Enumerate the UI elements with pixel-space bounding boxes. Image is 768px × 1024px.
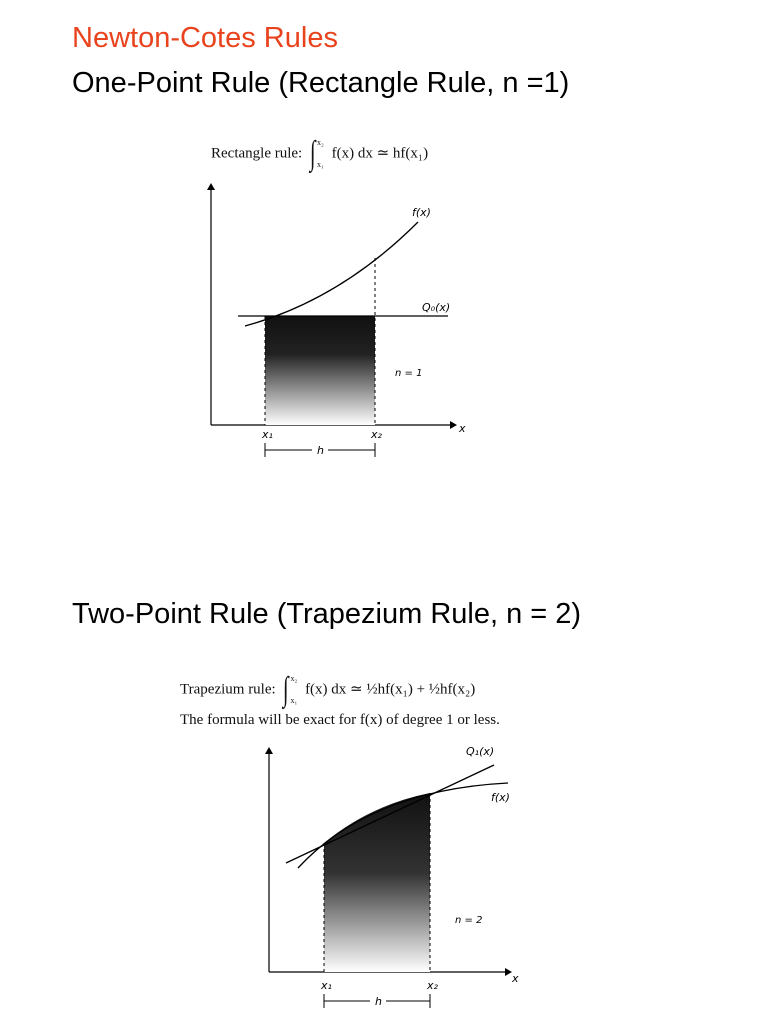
x-axis-label: x — [459, 422, 466, 435]
upper-limit: x₂ — [290, 674, 298, 683]
q1-label: Q₁(x) — [466, 745, 495, 758]
integral-limits — [291, 668, 298, 712]
section2-heading: Two-Point Rule (Trapezium Rule, n = 2) — [72, 598, 582, 630]
n-label: n = 1 — [395, 368, 423, 379]
x2-label: x₂ — [371, 428, 382, 441]
h-label: h — [375, 995, 382, 1008]
f-curve-label: f(x) — [491, 791, 510, 804]
lower-limit: x₁ — [317, 160, 324, 169]
section1-heading: One-Point Rule (Rectangle Rule, n =1) — [72, 67, 570, 99]
q0-label: Q₀(x) — [422, 301, 451, 314]
integral-sign-icon: ∫ — [309, 135, 316, 172]
formula-body: f(x) dx ≃ ½hf(x₁) + ½hf(x₂) — [305, 681, 476, 698]
x-axis-arrow-icon — [505, 968, 512, 976]
shaded-rectangle — [265, 316, 375, 425]
y-axis-arrow-icon — [207, 183, 215, 190]
n-label: n = 2 — [455, 915, 483, 926]
trapezium-rule-formula — [180, 668, 475, 712]
integral-sign-icon: ∫ — [283, 671, 289, 708]
lower-limit: x₁ — [290, 696, 298, 705]
y-axis-arrow-icon — [265, 747, 273, 754]
x-axis-arrow-icon — [450, 421, 457, 429]
page-title: Newton-Cotes Rules — [72, 22, 338, 54]
h-label: h — [317, 444, 324, 457]
formula-label: Rectangle rule: — [211, 145, 303, 162]
x2-label: x₂ — [427, 979, 438, 992]
diagram1 — [207, 183, 466, 457]
x1-label: x₁ — [321, 979, 332, 992]
formula-label: Trapezium rule: — [180, 681, 276, 698]
x1-label: x₁ — [262, 428, 273, 441]
x-axis-label: x — [512, 972, 519, 985]
formula-body: f(x) dx ≃ hf(x₁) — [331, 145, 429, 162]
f-curve — [245, 222, 418, 326]
trapezium-note: The formula will be exact for f(x) of degree 1 or less. — [180, 712, 500, 728]
upper-limit: x₂ — [317, 138, 324, 147]
diagram2 — [265, 745, 519, 1008]
f-curve-label: f(x) — [412, 206, 431, 219]
